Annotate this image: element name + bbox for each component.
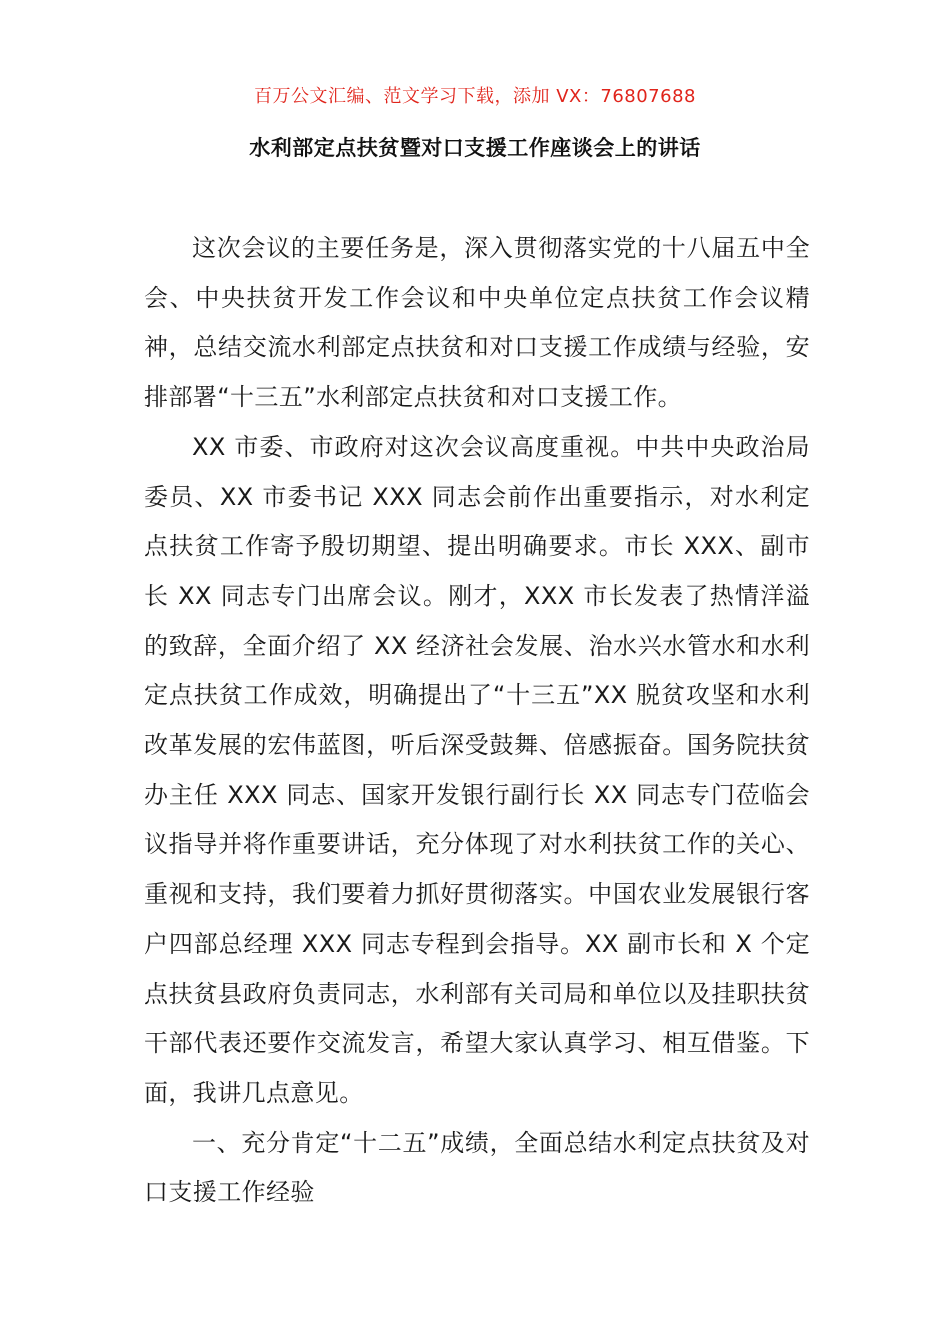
document-title: 水利部定点扶贫暨对口支援工作座谈会上的讲话 (249, 136, 701, 160)
paragraph-1: 这次会议的主要任务是，深入贯彻落实党的十八届五中全会、中央扶贫开发工作会议和中央单位定点扶贫工作会议精神，总结交流水利部定点扶贫和对口支援工作成绩与经验，安排部署“十三五”水利部定点扶贫和对口支援工作。 (144, 234, 810, 412)
paragraph-2: XX 市委、市政府对这次会议高度重视。中共中央政治局委员、XX 市委书记 XXX 同志会前作出重要指示，对水利定点扶贫工作寄予殷切期望、提出明确要求。市长 XXX、副市长 XX 同志专门出席会议。刚才，XXX 市长发表了热情洋溢的致辞，全面介绍了 XX 经济社会发展、治水兴水管水和水利定点扶贫工作成效，明确提出了“十三五”XX 脱贫攻坚和水利改革发展的宏伟蓝图，听后深受鼓舞、倍感振奋。国务院扶贫办主任 XXX 同志、国家开发银行副行长 XX 同志专门莅临会议指导并将作重要讲话，充分体现了对水利扶贫工作的关心、重视和支持，我们要着力抓好贯彻落实。中国农业发展银行客户四部总经理 XXX 同志专程到会指导。XX 副市长和 X 个定点扶贫县政府负责同志，水利部有关司局和单位以及挂职扶贫干部代表还要作交流发言，希望大家认真学习、相互借鉴。下面，我讲几点意见。 (144, 432, 810, 1107)
document-body (144, 224, 810, 1218)
section-heading-1: 一、充分肯定“十二五”成绩，全面总结水利定点扶贫及对口支援工作经验 (144, 1128, 810, 1207)
header-banner: 百万公文汇编、范文学习下载，添加 VX：76807688 (254, 86, 696, 107)
